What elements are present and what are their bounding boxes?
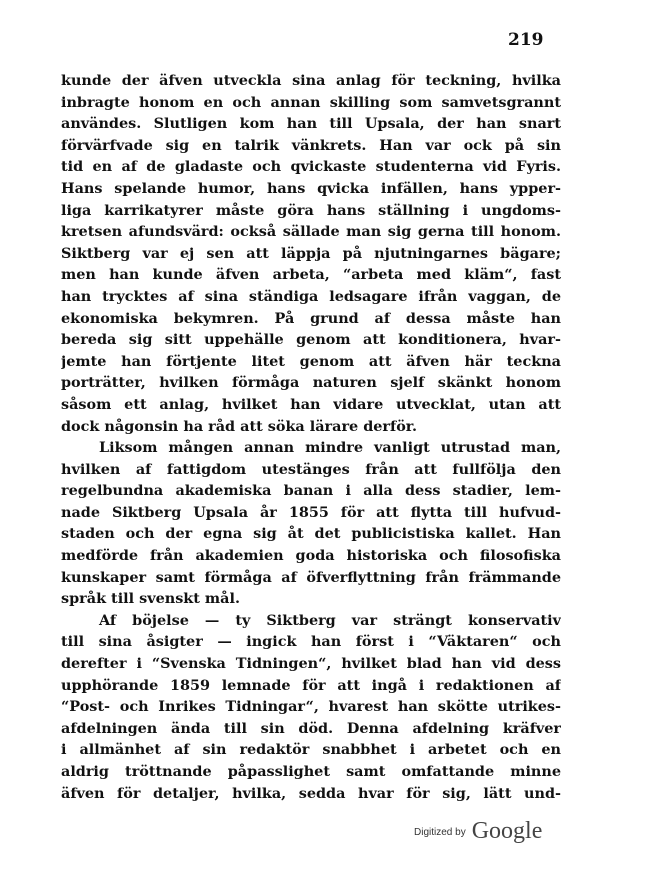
text-line: porträtter, hvilken förmåga naturen sjelf skänkt honom — [61, 374, 561, 392]
text-line: i allmänhet af sin redaktör snabbhet i arbetet och en — [61, 741, 561, 759]
text-line: Liksom mången annan mindre vanligt utrustad man, — [99, 439, 561, 457]
text-line: språk till svenskt mål. — [61, 590, 240, 608]
text-line: äfven för detaljer, hvilka, sedda hvar för sig, lätt und- — [61, 784, 561, 802]
page-number: 219 — [508, 30, 544, 50]
text-line: dock någonsin ha råd att söka lärare derför. — [61, 417, 418, 435]
digitized-by-google-footer — [414, 818, 542, 845]
text-line: tid en af de gladaste och qvickaste studenterna vid Fyris. — [61, 158, 561, 176]
digitized-by-label: Digitized by — [414, 827, 466, 838]
text-line: hvilken af fattigdom utestänges från att fullfölja den — [61, 460, 561, 478]
text-line: medförde från akademien goda historiska och filosofiska — [61, 547, 561, 565]
text-line: jemte han förtjente litet genom att äfven här teckna — [61, 352, 561, 370]
text-line: aldrig tröttnande påpasslighet samt omfattande minne — [61, 763, 561, 780]
text-line: “Post- och Inrikes Tidningar“, hvarest han skötte utrikes- — [61, 698, 561, 716]
text-line: staden och der egna sig åt det publicistiska kallet. Han — [61, 525, 561, 543]
text-line: förvärfvade sig en talrik vänkrets. Han var ock på sin — [61, 136, 561, 154]
text-line: regelbundna akademiska banan i alla dess stadier, lem- — [61, 482, 561, 500]
text-line: ekonomiska bekymren. På grund af dessa måste han — [61, 309, 561, 327]
text-line: nade Siktberg Upsala år 1855 för att flytta till hufvud- — [61, 503, 561, 521]
text-line: han trycktes af sina ständiga ledsagare ifrån vaggan, de — [61, 287, 561, 305]
text-line: men han kunde äfven arbeta, “arbeta med kläm“, fast — [61, 266, 561, 284]
text-line: Af böjelse — ty Siktberg var strängt konservativ — [99, 611, 561, 629]
text-line: kretsen afundsvärd: också sällade man sig gerna till honom. — [61, 223, 561, 241]
text-line: derefter i “Svenska Tidningen“, hvilket blad han vid dess — [61, 655, 561, 673]
text-line: till sina åsigter — ingick han först i “Väktaren“ och — [61, 633, 561, 651]
body-text — [61, 70, 561, 804]
text-line: bereda sig sitt uppehälle genom att konditionera, hvar- — [61, 331, 561, 349]
text-line: liga karrikatyrer måste göra hans ställning i ungdoms- — [61, 201, 561, 219]
text-line: kunde der äfven utveckla sina anlag för teckning, hvilka — [61, 72, 561, 89]
text-line: Siktberg var ej sen att läppja på njutningarnes bägare; — [61, 244, 561, 262]
text-line: såsom ett anlag, hvilket han vidare utvecklat, utan att — [61, 395, 561, 413]
text-line: afdelningen ända till sin död. Denna afdelning kräfver — [61, 719, 561, 737]
google-logo: Google — [471, 818, 543, 844]
text-line: Hans spelande humor, hans qvicka infällen, hans ypper- — [61, 179, 561, 197]
text-line: upphörande 1859 lemnade för att ingå i redaktionen af — [61, 676, 561, 694]
text-line: användes. Slutligen kom han till Upsala, der han snart — [61, 115, 561, 133]
text-line: kunskaper samt förmåga af öfverflyttning från främmande — [61, 568, 561, 586]
text-line: inbragte honom en och annan skilling som samvetsgrannt — [61, 93, 561, 111]
